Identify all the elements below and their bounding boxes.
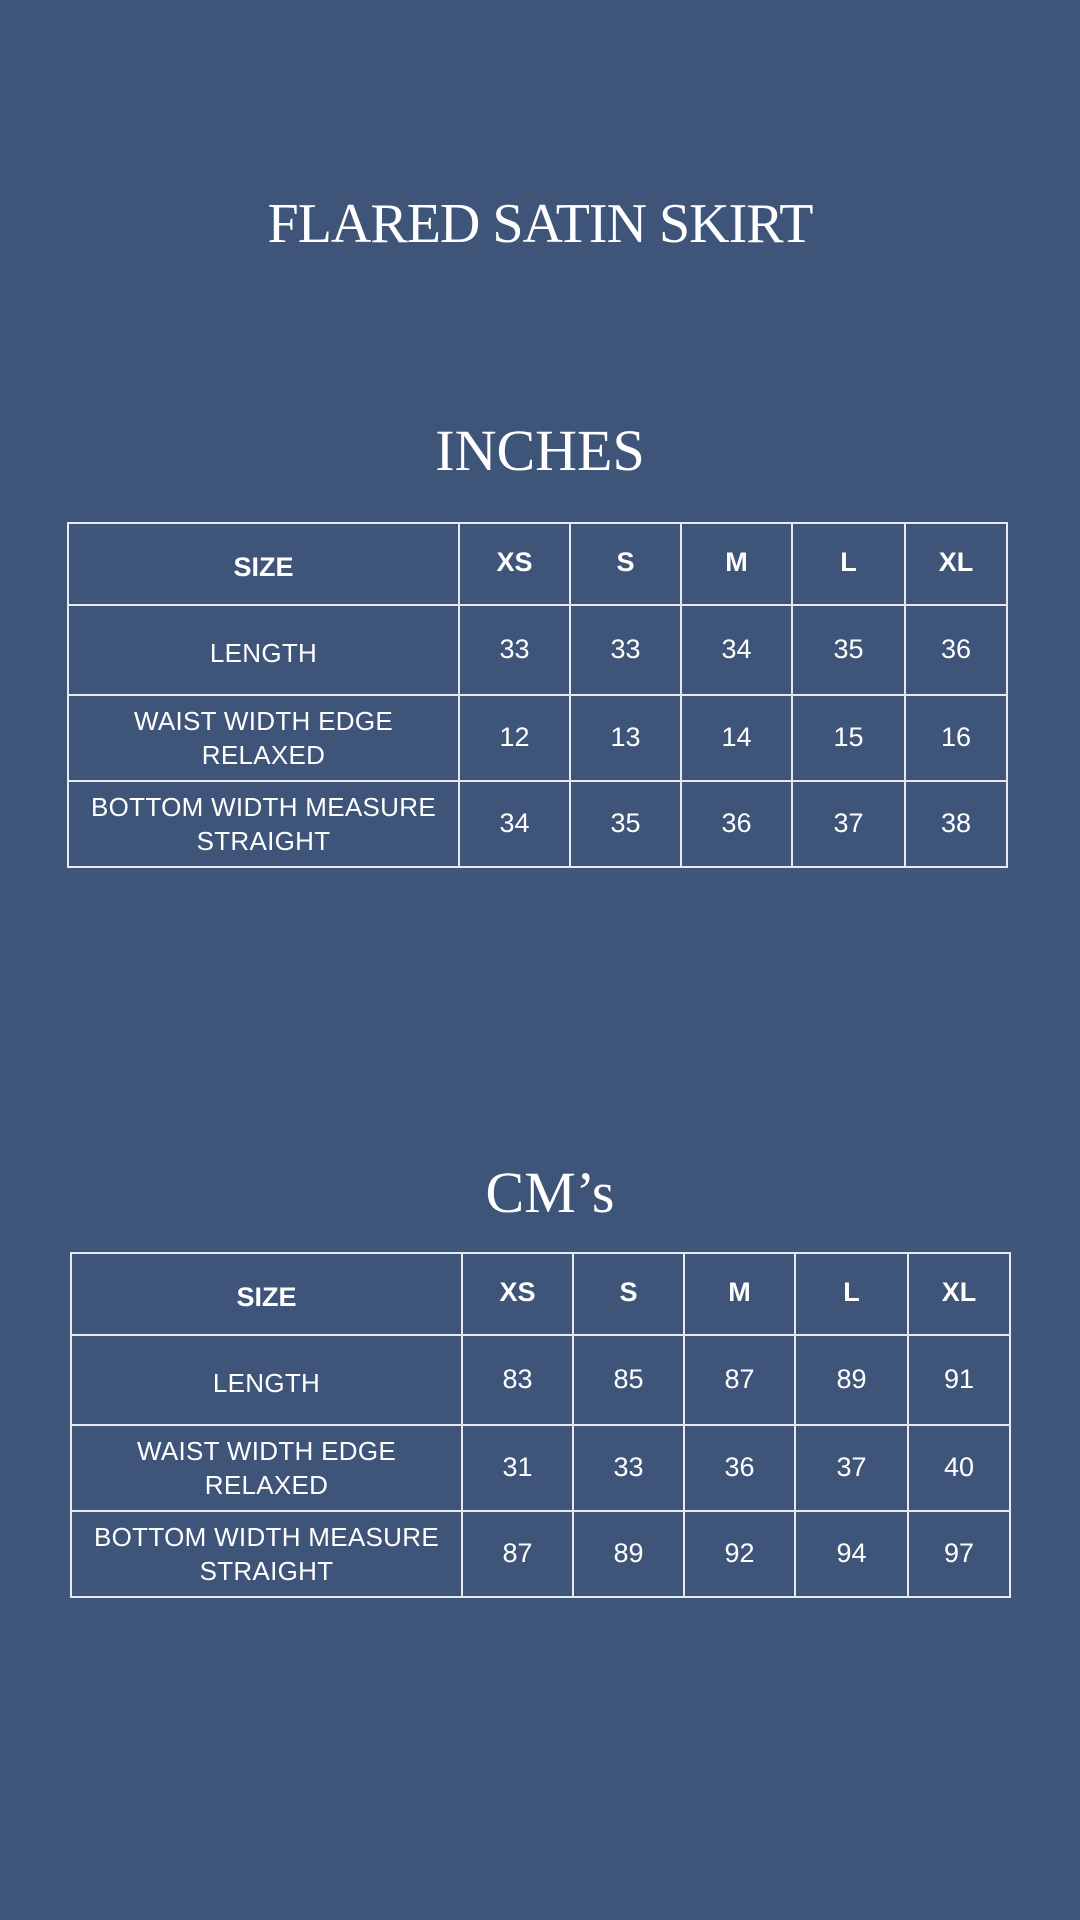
- table-cell: 38: [905, 781, 1007, 867]
- table-cell: 83: [462, 1335, 573, 1425]
- table-cell: 35: [792, 605, 905, 695]
- table-cell: 36: [905, 605, 1007, 695]
- row-label-line: RELAXED: [201, 740, 326, 770]
- table-cell: 37: [792, 781, 905, 867]
- inches-heading: INCHES: [435, 418, 645, 483]
- row-label-line: BOTTOM WIDTH MEASURE: [94, 1522, 439, 1552]
- row-label-line: RELAXED: [204, 1470, 329, 1500]
- table-cell: 87: [462, 1511, 573, 1597]
- size-header-l: L: [792, 523, 905, 605]
- size-column-header: SIZE: [68, 523, 459, 605]
- row-label-length: LENGTH: [68, 605, 459, 695]
- table-cell: 89: [573, 1511, 684, 1597]
- page-title: FLARED SATIN SKIRT: [267, 193, 813, 255]
- row-label-waist-width: [71, 1425, 462, 1511]
- table-header-row: [68, 523, 1007, 605]
- size-header-xl: XL: [908, 1253, 1010, 1335]
- row-label-line: WAIST WIDTH EDGE: [136, 1436, 397, 1466]
- table-cell: 31: [462, 1425, 573, 1511]
- size-column-header: SIZE: [71, 1253, 462, 1335]
- size-header-s: S: [570, 523, 681, 605]
- table-cell: 33: [459, 605, 570, 695]
- table-row-waist-width: [68, 695, 1007, 781]
- row-label-bottom-width: [71, 1511, 462, 1597]
- table-cell: 37: [795, 1425, 908, 1511]
- row-label-line: WAIST WIDTH EDGE: [133, 706, 394, 736]
- table-cell: 34: [459, 781, 570, 867]
- table-cell: 92: [684, 1511, 795, 1597]
- table-cell: 33: [570, 605, 681, 695]
- table-cell: 35: [570, 781, 681, 867]
- row-label-line: STRAIGHT: [199, 1556, 334, 1586]
- row-label-length: LENGTH: [71, 1335, 462, 1425]
- table-cell: 14: [681, 695, 792, 781]
- table-cell: 12: [459, 695, 570, 781]
- size-header-m: M: [684, 1253, 795, 1335]
- table-cell: 15: [792, 695, 905, 781]
- table-cell: 97: [908, 1511, 1010, 1597]
- table-cell: 87: [684, 1335, 795, 1425]
- size-header-xs: XS: [459, 523, 570, 605]
- table-cell: 33: [573, 1425, 684, 1511]
- cms-size-table: [70, 1252, 1011, 1598]
- table-cell: 36: [684, 1425, 795, 1511]
- table-row-bottom-width: [68, 781, 1007, 867]
- row-label-line: STRAIGHT: [196, 826, 331, 856]
- table-row-length: [71, 1335, 1010, 1425]
- size-header-xs: XS: [462, 1253, 573, 1335]
- size-header-l: L: [795, 1253, 908, 1335]
- table-cell: 91: [908, 1335, 1010, 1425]
- cms-heading: CM’s: [485, 1160, 615, 1225]
- table-cell: 89: [795, 1335, 908, 1425]
- size-header-s: S: [573, 1253, 684, 1335]
- size-header-m: M: [681, 523, 792, 605]
- inches-size-table: [67, 522, 1008, 868]
- table-cell: 16: [905, 695, 1007, 781]
- table-row-waist-width: [71, 1425, 1010, 1511]
- table-cell: 94: [795, 1511, 908, 1597]
- size-header-xl: XL: [905, 523, 1007, 605]
- table-cell: 36: [681, 781, 792, 867]
- table-row-bottom-width: [71, 1511, 1010, 1597]
- table-cell: 13: [570, 695, 681, 781]
- row-label-waist-width: [68, 695, 459, 781]
- row-label-line: BOTTOM WIDTH MEASURE: [91, 792, 436, 822]
- table-header-row: [71, 1253, 1010, 1335]
- table-cell: 85: [573, 1335, 684, 1425]
- table-cell: 34: [681, 605, 792, 695]
- table-row-length: [68, 605, 1007, 695]
- table-cell: 40: [908, 1425, 1010, 1511]
- row-label-bottom-width: [68, 781, 459, 867]
